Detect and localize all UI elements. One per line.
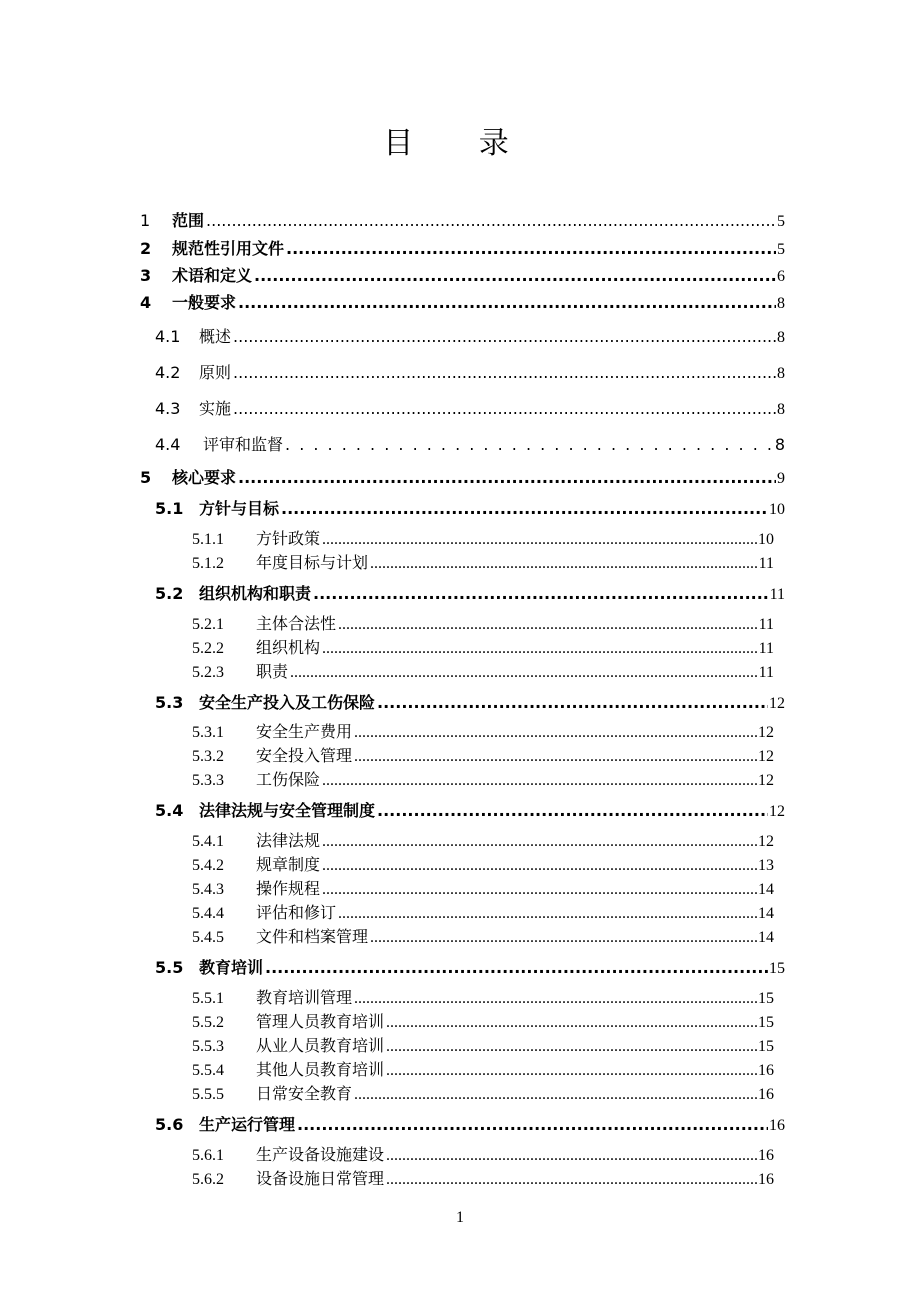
toc-entry-label: 生产运行管理 bbox=[199, 1115, 296, 1134]
toc-leader-dots bbox=[313, 584, 769, 603]
toc-entry[interactable] bbox=[155, 396, 785, 419]
toc-entry-label: 安全投入管理 bbox=[256, 748, 353, 765]
toc-entry[interactable] bbox=[192, 1142, 774, 1165]
toc-entry-label: 规范性引用文件 bbox=[172, 239, 285, 258]
toc-entry[interactable] bbox=[155, 360, 785, 383]
toc-entry-number: 5.3 bbox=[155, 693, 184, 712]
toc-entry-number: 4.1 bbox=[155, 327, 181, 346]
toc-entry-label: 组织机构 bbox=[256, 640, 321, 657]
toc-leader-dots bbox=[322, 772, 757, 790]
toc-entry-label: 方针政策 bbox=[256, 531, 321, 548]
toc-leader-dots bbox=[297, 1115, 768, 1134]
toc-entry-page: 15 bbox=[758, 1038, 774, 1055]
toc-entry-number: 4.4 bbox=[155, 435, 181, 454]
toc-entry-label: 法律法规与安全管理制度 bbox=[199, 801, 376, 820]
toc-entry-label: 评估和修订 bbox=[256, 905, 337, 922]
page-number: 1 bbox=[456, 1209, 464, 1226]
toc-entry-label: 术语和定义 bbox=[172, 266, 253, 285]
toc-entry-number: 5.2.3 bbox=[192, 664, 224, 681]
toc-leader-dots bbox=[338, 905, 757, 923]
toc-entry[interactable] bbox=[192, 719, 774, 742]
toc-entry[interactable] bbox=[192, 876, 774, 899]
toc-leader-dots bbox=[254, 266, 776, 285]
toc-entry-label: 管理人员教育培训 bbox=[256, 1014, 385, 1031]
toc-entry[interactable] bbox=[155, 432, 785, 455]
toc-entry-number: 5.4.4 bbox=[192, 905, 224, 922]
toc-entry-label: 概述 bbox=[199, 327, 232, 346]
toc-entry[interactable] bbox=[140, 290, 785, 313]
toc-entry-page: 8 bbox=[777, 329, 785, 346]
toc-entry-label: 核心要求 bbox=[172, 468, 237, 487]
toc-entry-page: 12 bbox=[758, 833, 774, 850]
toc-entry[interactable] bbox=[192, 1057, 774, 1080]
toc-entry-label: 从业人员教育培训 bbox=[256, 1038, 385, 1055]
toc-leader-dots bbox=[322, 531, 757, 549]
toc-entry[interactable] bbox=[140, 236, 785, 259]
toc-entry-page: 8 bbox=[774, 435, 785, 454]
toc-entry[interactable] bbox=[155, 955, 785, 978]
toc-entry-label: 其他人员教育培训 bbox=[256, 1062, 385, 1079]
toc-entry[interactable] bbox=[155, 496, 785, 519]
toc-leader-dots bbox=[370, 929, 757, 947]
toc-entry-number: 5.5.1 bbox=[192, 990, 224, 1007]
toc-entry-number: 1 bbox=[140, 211, 151, 230]
toc-entry[interactable] bbox=[140, 208, 785, 231]
toc-entry-number: 4.3 bbox=[155, 399, 181, 418]
toc-entry-number: 5.4.1 bbox=[192, 833, 224, 850]
toc-entry-page: 8 bbox=[777, 295, 785, 312]
toc-leader-dots bbox=[322, 640, 758, 658]
toc-entry[interactable] bbox=[192, 900, 774, 923]
toc-entry-number: 5.3.2 bbox=[192, 748, 224, 765]
toc-entry-label: 安全生产投入及工伤保险 bbox=[199, 693, 376, 712]
toc-entry[interactable] bbox=[155, 1112, 785, 1135]
toc-entry-page: 5 bbox=[777, 241, 785, 258]
toc-leader-dots bbox=[370, 555, 758, 573]
toc-entry-page: 14 bbox=[758, 929, 774, 946]
toc-leader-dots bbox=[354, 748, 757, 766]
toc-entry[interactable] bbox=[192, 743, 774, 766]
toc-entry-number: 3 bbox=[140, 266, 152, 285]
toc-entry-number: 5.5.4 bbox=[192, 1062, 224, 1079]
toc-entry-page: 16 bbox=[758, 1086, 774, 1103]
toc-entry-label: 方针与目标 bbox=[199, 499, 280, 518]
toc-entry-number: 5.2 bbox=[155, 584, 184, 603]
toc-entry-page: 11 bbox=[758, 664, 774, 681]
toc-entry-label: 法律法规 bbox=[256, 833, 321, 850]
toc-entry-page: 11 bbox=[758, 555, 774, 572]
toc-entry-number: 5.5.3 bbox=[192, 1038, 224, 1055]
toc-entry[interactable] bbox=[140, 465, 785, 488]
toc-entry-number: 5.5 bbox=[155, 958, 184, 977]
page-title: 目 录 bbox=[383, 126, 537, 161]
toc-entry-number: 5.6.1 bbox=[192, 1147, 224, 1164]
toc-entry-label: 操作规程 bbox=[256, 881, 321, 898]
toc-entry-page: 12 bbox=[758, 748, 774, 765]
toc-leader-dots bbox=[386, 1038, 757, 1056]
toc-entry-page: 10 bbox=[769, 501, 785, 518]
toc-entry-number: 5.5.5 bbox=[192, 1086, 224, 1103]
toc-leader-dots bbox=[354, 990, 757, 1008]
toc-entry-page: 12 bbox=[758, 724, 774, 741]
toc-entry[interactable] bbox=[192, 1081, 774, 1104]
toc-entry-page: 12 bbox=[758, 772, 774, 789]
toc-entry-number: 5.4.3 bbox=[192, 881, 224, 898]
toc-leader-dots bbox=[285, 435, 774, 454]
toc-leader-dots bbox=[238, 468, 776, 487]
toc-leader-dots bbox=[290, 664, 758, 682]
toc-entry-page: 15 bbox=[758, 1014, 774, 1031]
toc-entry[interactable] bbox=[192, 828, 774, 851]
toc-entry[interactable] bbox=[192, 550, 774, 573]
toc-entry-number: 5.3.3 bbox=[192, 772, 224, 789]
toc-leader-dots bbox=[377, 693, 768, 712]
toc-entry-label: 规章制度 bbox=[256, 857, 321, 874]
toc-entry-label: 年度目标与计划 bbox=[256, 555, 369, 572]
toc-entry-page: 12 bbox=[769, 803, 785, 820]
toc-entry-number: 5 bbox=[140, 468, 152, 487]
toc-entry-label: 实施 bbox=[199, 399, 232, 418]
toc-entry[interactable] bbox=[155, 581, 785, 604]
toc-leader-dots bbox=[265, 958, 768, 977]
toc-leader-dots bbox=[286, 239, 776, 258]
toc-entry-number: 5.5.2 bbox=[192, 1014, 224, 1031]
toc-entry-label: 原则 bbox=[199, 363, 232, 382]
toc-leader-dots bbox=[338, 616, 758, 634]
toc-entry-page: 14 bbox=[758, 881, 774, 898]
toc-entry-label: 职责 bbox=[256, 664, 289, 681]
toc-entry-label: 生产设备设施建设 bbox=[256, 1147, 385, 1164]
toc-entry-number: 5.4.5 bbox=[192, 929, 224, 946]
toc-entry[interactable] bbox=[155, 324, 785, 347]
toc-leader-dots bbox=[233, 327, 776, 346]
toc-entry[interactable] bbox=[192, 1033, 774, 1056]
toc-entry-number: 2 bbox=[140, 239, 152, 258]
toc-entry-number: 5.4 bbox=[155, 801, 184, 820]
toc-entry-number: 5.6.2 bbox=[192, 1171, 224, 1188]
toc-entry-page: 5 bbox=[777, 213, 785, 230]
toc-entry[interactable] bbox=[192, 611, 774, 634]
toc-entry-label: 日常安全教育 bbox=[256, 1086, 353, 1103]
toc-entry-page: 15 bbox=[769, 960, 785, 977]
toc-entry-number: 5.2.2 bbox=[192, 640, 224, 657]
toc-entry[interactable] bbox=[192, 526, 774, 549]
toc-entry-label: 组织机构和职责 bbox=[199, 584, 312, 603]
toc-leader-dots bbox=[386, 1171, 757, 1189]
toc-entry-page: 11 bbox=[769, 586, 785, 603]
toc-entry-number: 5.1.1 bbox=[192, 531, 224, 548]
toc-entry-page: 11 bbox=[758, 616, 774, 633]
toc-entry-page: 13 bbox=[758, 857, 774, 874]
toc-entry-number: 4 bbox=[140, 293, 152, 312]
toc-entry[interactable] bbox=[192, 1009, 774, 1032]
toc-leader-dots bbox=[322, 881, 757, 899]
toc-entry-number: 5.1 bbox=[155, 499, 184, 518]
toc-entry-number: 5.1.2 bbox=[192, 555, 224, 572]
toc-entry-label: 范围 bbox=[172, 211, 205, 230]
toc-entry-page: 10 bbox=[758, 531, 774, 548]
toc-entry-label: 工伤保险 bbox=[256, 772, 321, 789]
toc-entry-page: 16 bbox=[758, 1147, 774, 1164]
toc-entry[interactable] bbox=[192, 635, 774, 658]
toc-entry[interactable] bbox=[192, 852, 774, 875]
toc-entry-page: 16 bbox=[758, 1171, 774, 1188]
toc-entry-page: 15 bbox=[758, 990, 774, 1007]
toc-entry-page: 16 bbox=[769, 1117, 785, 1134]
toc-leader-dots bbox=[354, 724, 757, 742]
toc-entry-page: 12 bbox=[769, 695, 785, 712]
toc-leader-dots bbox=[386, 1014, 757, 1032]
toc-entry-label: 教育培训管理 bbox=[256, 990, 353, 1007]
toc-entry-page: 16 bbox=[758, 1062, 774, 1079]
toc-entry[interactable] bbox=[192, 1166, 774, 1189]
toc-entry[interactable] bbox=[192, 924, 774, 947]
toc-leader-dots bbox=[354, 1086, 757, 1104]
toc-leader-dots bbox=[386, 1062, 757, 1080]
toc-entry-page: 9 bbox=[777, 470, 785, 487]
toc-entry-page: 11 bbox=[758, 640, 774, 657]
toc-entry-page: 14 bbox=[758, 905, 774, 922]
toc-entry-label: 文件和档案管理 bbox=[256, 929, 369, 946]
toc-leader-dots bbox=[386, 1147, 757, 1165]
toc-entry[interactable] bbox=[155, 798, 785, 821]
toc-entry-number: 5.4.2 bbox=[192, 857, 224, 874]
toc-entry-label: 评审和监督 bbox=[203, 435, 284, 454]
toc-leader-dots bbox=[281, 499, 768, 518]
toc-entry-label: 主体合法性 bbox=[256, 616, 337, 633]
toc-leader-dots bbox=[322, 833, 757, 851]
toc-entry[interactable] bbox=[155, 690, 785, 713]
toc-entry-label: 安全生产费用 bbox=[256, 724, 353, 741]
toc-entry-number: 5.6 bbox=[155, 1115, 184, 1134]
toc-entry[interactable] bbox=[192, 659, 774, 682]
toc-entry-label: 教育培训 bbox=[199, 958, 264, 977]
toc-leader-dots bbox=[377, 801, 768, 820]
toc-leader-dots bbox=[322, 857, 757, 875]
toc-leader-dots bbox=[238, 293, 776, 312]
toc-entry[interactable] bbox=[140, 263, 785, 286]
toc-entry-label: 一般要求 bbox=[172, 293, 237, 312]
toc-entry-number: 5.2.1 bbox=[192, 616, 224, 633]
toc-entry-page: 6 bbox=[777, 268, 785, 285]
toc-entry-label: 设备设施日常管理 bbox=[256, 1171, 385, 1188]
toc-entry[interactable] bbox=[192, 767, 774, 790]
toc-leader-dots bbox=[233, 363, 776, 382]
toc-entry-page: 8 bbox=[777, 401, 785, 418]
toc-leader-dots bbox=[233, 399, 776, 418]
toc-entry-number: 4.2 bbox=[155, 363, 181, 382]
toc-entry-page: 8 bbox=[777, 365, 785, 382]
toc-entry[interactable] bbox=[192, 985, 774, 1008]
toc-entry-number: 5.3.1 bbox=[192, 724, 224, 741]
toc-leader-dots bbox=[206, 211, 776, 230]
